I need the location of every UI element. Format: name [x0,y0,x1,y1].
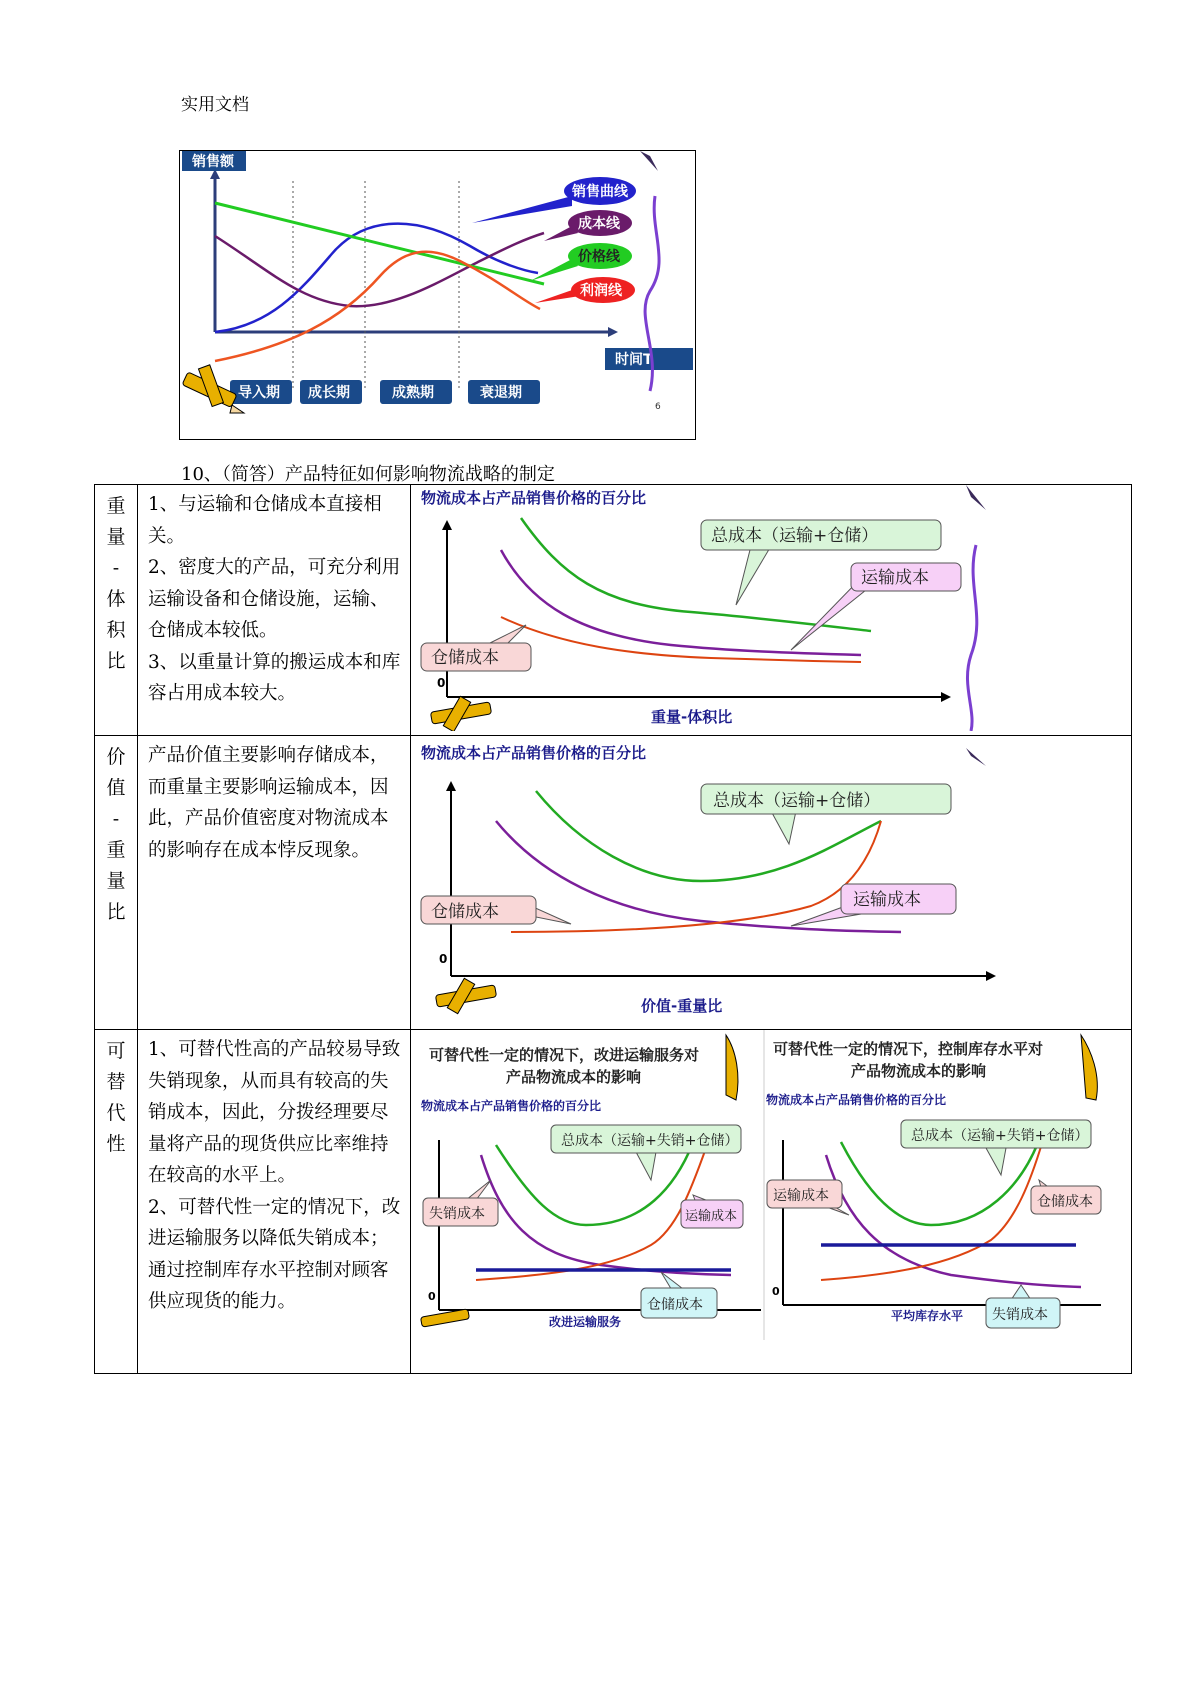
quill-icon [966,485,986,510]
row-label: 重 量 - 体 积 比 [95,485,138,736]
storage-cost-label: 仓储成本 [647,1297,703,1313]
right-chart-title-line1: 可替代性一定的情况下，控制库存水平对 [773,1040,1044,1058]
row-label: 价 值 - 重 量 比 [95,736,138,1030]
legend-price-label: 价格线 [578,249,620,265]
legend-sales-label: 销售曲线 [572,184,628,200]
lifecycle-figure [179,150,696,440]
row-description: 1、可替代性高的产品较易导致失销现象，从而具有较高的失销成本，因此，分拨经理要尽量将产品的现货供应比率维持在较高的水平上。 2、可替代性一定的情况下，改进运输服务以降低失销成本；通过控制库存水平控制对顾客供应现货的能力。 [138,1030,411,1374]
quill-icon [640,151,658,171]
lost-sales-cost-curve [826,1155,1081,1287]
chart-title: 物流成本占产品销售价格的百分比 [421,744,647,762]
storage-cost-label: 仓储成本 [431,902,499,922]
phase-growth-label: 成长期 [308,385,350,401]
total-cost-label: 总成本（运输+仓储） [711,526,879,546]
inventory-level-chart [766,1035,1101,1328]
row-figure [411,1030,1132,1374]
substitutability-charts [411,1030,1131,1340]
storage-cost-label: 仓储成本 [1037,1194,1093,1210]
legend-profit-label: 利润线 [580,283,622,299]
x-axis-label: 价值-重量比 [641,997,723,1015]
lifecycle-chart [180,151,694,438]
row-label: 可 替 代 性 [95,1030,138,1374]
pencil-icon [1081,1035,1097,1100]
lost-sales-label: 失销成本 [992,1307,1048,1323]
row-description: 1、与运输和仓储成本直接相关。 2、密度大的产品，可充分利用运输设备和仓储设施，运输、仓储成本较低。 3、以重量计算的搬运成本和库容占用成本较大。 [138,485,411,736]
left-chart-subtitle: 物流成本占产品销售价格的百分比 [421,1099,602,1113]
transport-cost-label: 运输成本 [861,568,929,588]
left-chart-title-line2: 产品物流成本的影响 [506,1068,642,1086]
table-row [95,736,1132,1030]
total-cost-label: 总成本（运输+失销+仓储） [911,1128,1089,1144]
quill-icon [966,748,986,766]
decorative-wave [967,545,976,731]
value-weight-chart [411,736,1131,1025]
table-row [95,1030,1132,1374]
legend-cost-label: 成本线 [578,216,620,232]
total-cost-label: 总成本（运输+失销+仓储） [561,1133,739,1149]
phase-intro-label: 导入期 [238,385,280,401]
x-axis-label: 重量-体积比 [651,708,733,726]
table-row [95,485,1132,736]
pencil-icon [435,978,496,1013]
origin-label: 0 [772,1285,780,1298]
transport-cost-label: 运输成本 [685,1209,738,1224]
transport-cost-label: 运输成本 [853,890,921,910]
origin-label: 0 [428,1290,436,1303]
y-axis-label: 销售额 [192,154,234,170]
row-figure [411,485,1132,736]
storage-cost-curve [821,1140,1043,1280]
pencil-icon [726,1035,738,1100]
origin-label: 0 [437,676,446,690]
total-cost-label: 总成本（运输+仓储） [713,791,881,811]
x-axis-label: 改进运输服务 [549,1315,622,1329]
characteristics-table [94,484,1132,1374]
origin-label: 0 [439,952,448,966]
pencil-icon [420,1309,469,1327]
phase-maturity-label: 成熟期 [392,385,434,401]
chart-title: 物流成本占产品销售价格的百分比 [421,489,647,507]
transport-cost-curve [501,550,861,655]
transport-cost-label: 运输成本 [773,1188,829,1204]
page-header: 实用文档 [181,95,249,115]
transport-service-chart [420,1035,761,1329]
left-chart-title-line1: 可替代性一定的情况下，改进运输服务对 [429,1046,700,1064]
phase-decline-label: 衰退期 [480,385,522,401]
right-chart-subtitle: 物流成本占产品销售价格的百分比 [766,1093,947,1107]
row-figure [411,736,1132,1030]
weight-volume-chart [411,485,1131,731]
right-chart-title-line2: 产品物流成本的影响 [851,1062,987,1080]
row-description: 产品价值主要影响存储成本，而重量主要影响运输成本，因此，产品价值密度对物流成本的影响存在成本悖反现象。 [138,736,411,1030]
x-axis-label: 平均库存水平 [891,1309,964,1323]
price-curve [215,203,544,284]
slide-page-number: 6 [655,402,661,412]
lost-sales-label: 失销成本 [429,1206,485,1222]
storage-cost-label: 仓储成本 [431,648,499,668]
x-axis-label: 时间T [615,352,653,368]
pencil-icon [430,696,491,731]
question-title: 10、（简答）产品特征如何影响物流战略的制定 [181,464,555,485]
